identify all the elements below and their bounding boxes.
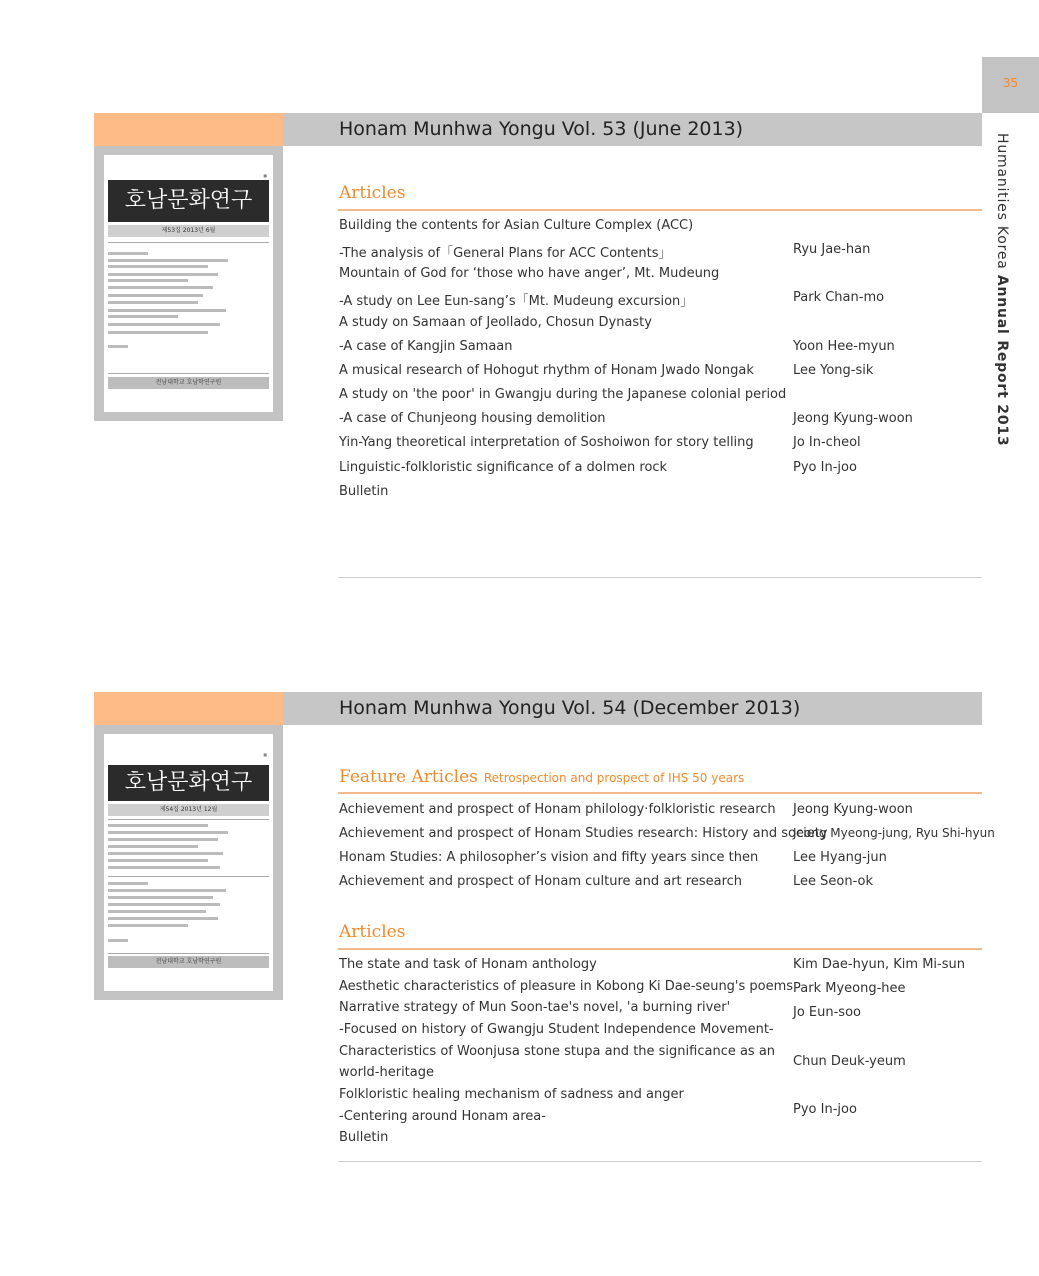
article-title-line: Folkloristic healing mechanism of sadness and anger (339, 1087, 684, 1102)
running-title-plain: Humanities Korea (994, 133, 1010, 275)
article-author: Jo In-cheol (793, 435, 861, 450)
article-title: Bulletin (339, 484, 389, 499)
cover-toc-line (108, 252, 148, 255)
article-title: Building the contents for Asian Culture Complex (ACC) (339, 218, 694, 233)
cover-toc-line (108, 896, 213, 899)
cover-issn-mark: ■ (263, 173, 267, 178)
cover-toc-line (108, 924, 188, 927)
cover-rule (108, 373, 269, 374)
cover-toc-line (108, 345, 128, 348)
cover-toc-line (108, 315, 178, 318)
article-title-line: Characteristics of Woonjusa stone stupa and the significance as an (339, 1044, 776, 1059)
cover-toc-line (108, 824, 208, 827)
article-author: Pyo In-joo (793, 460, 857, 475)
article-title: A musical research of Hohogut rhythm of Honam Jwado Nongak (339, 363, 754, 378)
cover-volume: 제53집 2013년 6월 (108, 225, 269, 237)
article-author: Kim Dae-hyun, Kim Mi-sun (793, 957, 965, 972)
feature-article-title: Achievement and prospect of Honam culture and art research (339, 874, 743, 889)
feature-article-title: Honam Studies: A philosopher’s vision and fifty years since then (339, 850, 759, 865)
cover-volume: 제54집 2013년 12월 (108, 804, 269, 816)
cover-toc-line (108, 917, 218, 920)
cover-toc-line (108, 265, 208, 268)
cover-image-vol54 (94, 725, 283, 1000)
feature-article-author: Lee Seon-ok (793, 874, 873, 889)
page-number-tab (982, 57, 1039, 113)
cover-page (104, 734, 273, 991)
section-title-vol54: Honam Munhwa Yongu Vol. 54 (December 2013) (339, 697, 801, 719)
article-title: -A case of Kangjin Samaan (339, 339, 513, 354)
section-header-bar (283, 113, 982, 146)
article-title-line: Aesthetic characteristics of pleasure in Kobong Ki Dae-seung's poems (339, 979, 794, 994)
heading-rule (338, 948, 982, 950)
cover-rule (108, 876, 269, 877)
section-accent-block (94, 113, 283, 146)
feature-article-author: Jeong Myeong-jung, Ryu Shi-hyun (793, 826, 995, 840)
article-title: -The analysis of「General Plans for ACC Contents」 (339, 246, 672, 261)
cover-toc-line (108, 259, 228, 262)
section-end-rule (338, 577, 982, 578)
cover-toc-line (108, 852, 223, 855)
article-title-line: -Focused on history of Gwangju Student Independence Movement- (339, 1022, 774, 1037)
feature-article-title: Achievement and prospect of Honam Studies research: History and society (339, 826, 828, 841)
article-author: Pyo In-joo (793, 1102, 857, 1117)
article-title: A study on 'the poor' in Gwangju during the Japanese colonial period (339, 387, 787, 402)
feature-subheading: Retrospection and prospect of IHS 50 years (483, 771, 745, 785)
article-author: Lee Yong-sik (793, 363, 874, 378)
feature-articles-heading (339, 767, 744, 787)
cover-rule (108, 953, 269, 954)
cover-image-vol53 (94, 146, 283, 421)
cover-toc-line (108, 294, 203, 297)
cover-toc-line (108, 286, 213, 289)
article-author: Ryu Jae-han (793, 242, 871, 257)
cover-issn-mark: ■ (263, 752, 267, 757)
article-title: -A study on Lee Eun-sang’s「Mt. Mudeung excursion」 (339, 294, 694, 309)
cover-toc-line (108, 910, 206, 913)
article-title-line: Bulletin (339, 1130, 389, 1145)
section-header-bar (283, 692, 982, 725)
article-author: Jeong Kyung-woon (793, 411, 913, 426)
feature-article-author: Jeong Kyung-woon (793, 802, 913, 817)
cover-toc-line (108, 279, 188, 282)
article-title-line: The state and task of Honam anthology (339, 957, 597, 972)
cover-toc-line (108, 301, 198, 304)
heading-rule (338, 792, 982, 794)
article-title: Mountain of God for ‘those who have anger’, Mt. Mudeung (339, 266, 720, 281)
article-title: Yin-Yang theoretical interpretation of Soshoiwon for story telling (339, 435, 754, 450)
cover-rule (108, 242, 269, 243)
cover-rule (108, 819, 269, 820)
running-title (994, 133, 1010, 446)
heading-rule (338, 209, 982, 211)
article-title: Linguistic-folkloristic significance of a dolmen rock (339, 460, 668, 475)
running-title-bold: Annual Report 2013 (994, 274, 1010, 447)
cover-journal-title: 호남문화연구 (108, 180, 269, 222)
cover-toc-line (108, 889, 226, 892)
cover-toc-line (108, 273, 218, 276)
article-title-line: Narrative strategy of Mun Soon-tae's novel, 'a burning river' (339, 1000, 731, 1015)
article-title: -A case of Chunjeong housing demolition (339, 411, 606, 426)
article-author: Park Myeong-hee (793, 981, 906, 996)
article-author: Jo Eun-soo (793, 1005, 861, 1020)
feature-article-title: Achievement and prospect of Honam philology·folkloristic research (339, 802, 776, 817)
cover-publisher: 전남대학교 호남학연구원 (108, 377, 269, 389)
cover-toc-line (108, 845, 198, 848)
cover-toc-line (108, 939, 128, 942)
cover-toc-line (108, 882, 148, 885)
articles-heading-vol54: Articles (339, 922, 406, 942)
page-number: 35 (1002, 76, 1019, 90)
cover-toc-line (108, 838, 218, 841)
feature-article-author: Lee Hyang-jun (793, 850, 887, 865)
cover-page (104, 155, 273, 412)
cover-toc-line (108, 309, 226, 312)
section-title-vol53: Honam Munhwa Yongu Vol. 53 (June 2013) (339, 118, 744, 140)
article-author: Yoon Hee-myun (793, 339, 895, 354)
cover-publisher: 전남대학교 호남학연구원 (108, 956, 269, 968)
cover-toc-line (108, 866, 220, 869)
cover-toc-line (108, 859, 208, 862)
cover-toc-line (108, 331, 208, 334)
article-author: Chun Deuk-yeum (793, 1054, 906, 1069)
section-end-rule (338, 1161, 982, 1162)
article-title: A study on Samaan of Jeollado, Chosun Dynasty (339, 315, 652, 330)
article-title-line: world-heritage (339, 1065, 434, 1080)
cover-journal-title: 호남문화연구 (108, 765, 269, 801)
article-title-line: -Centering around Honam area- (339, 1109, 546, 1124)
article-author: Park Chan-mo (793, 290, 885, 305)
feature-heading-label: Feature Articles (339, 767, 478, 787)
cover-toc-line (108, 831, 228, 834)
section-accent-block (94, 692, 283, 725)
cover-toc-line (108, 903, 220, 906)
cover-toc-line (108, 323, 220, 326)
articles-heading-vol53: Articles (339, 183, 406, 203)
